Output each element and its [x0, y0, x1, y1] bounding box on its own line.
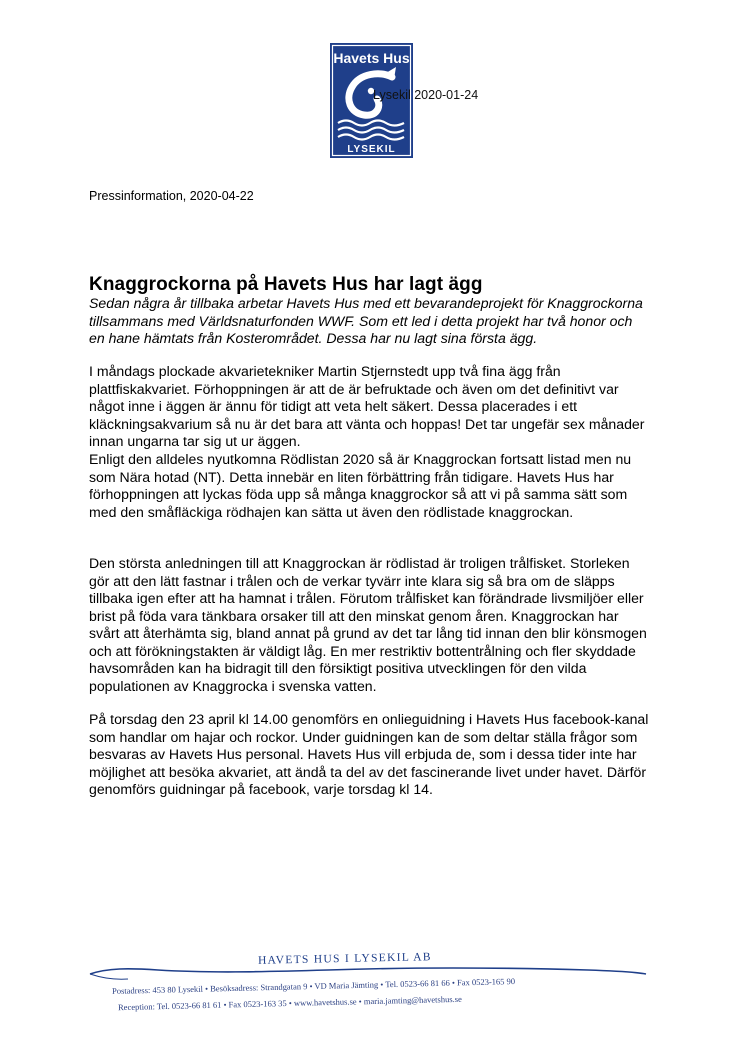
logo-place: LYSEKIL [347, 144, 396, 155]
paragraph-1: I måndags plockade akvarietekniker Martin Stjernstedt upp två fina ägg från plattfiskakvariet. Förhoppningen är att de är befruktade och även om det definitivt var något inne i äggen är ännu för tidigt att veta helt säkert. Dessa placerades i ett kläckningsakvarium så nu är det bara att vänta och hoppas! Det tar ungefär sex månader innan ungarna tar sig ut ur äggen. [89, 363, 645, 449]
logo-date: Lysekil 2020-01-24 [373, 88, 479, 102]
paragraph-3: Den största anledningen till att Knaggrockan är rödlistad är troligen trålfisket. Storleken gör att den lätt fastnar i trålen och de verkar tyvärr inte klara sig så bra om de släpps tillbaka igen efter att ha hamnat i trålen. Förutom trålfisket kan förändrade livsmiljöer eller brist på föda vara tänkbara orsaker till att den minskat genom åren. Knaggrockan har svårt att återhämta sig, bland annat på grund av det tar lång tid innan den blir könsmogen och att förökningstakten är väldigt låg. En mer restriktiv bottentrålning och fler skyddade havsområden kan ha bidragit till den försiktigt positiva utvecklingen för den vilda populationen av Knaggrocka i svenska vatten. [89, 555, 647, 694]
paragraph-4: På torsdag den 23 april kl 14.00 genomförs en onlieguidning i Havets Hus facebook-kanal som handlar om hajar och rockor. Under guidningen kan de som deltar ställa frågor som besvaras av Havets Hus personal. Havets Hus vill erbjuda de, som i dessa tider inte har möjlighet att besöka akvariet, att ändå ta del av det fascinerande livet under havet. Därför genomförs guidningar på facebook, varje torsdag kl 14. [89, 711, 649, 797]
paragraph-2: Enligt den alldeles nyutkomna Rödlistan 2020 så är Knaggrockan fortsatt listad men nu som Nära hotad (NT). Detta innebär en liten förbättring från tidigare. Havets Hus har förhoppningen att lyckas föda upp så många knaggrockor så att vi på samma sätt som med den småfläckiga rödhajen kan sätta ut även den rödlistade knaggrockan. [89, 451, 632, 520]
footer-contact-line: Reception: Tel. 0523-66 81 61 • Fax 0523-163 35 • www.havetshus.se • maria.jamting@havetshus.se [117, 993, 462, 1013]
footer-company: HAVETS HUS I LYSEKIL AB [257, 951, 432, 967]
press-info: Pressinformation, 2020-04-22 [89, 189, 254, 203]
footer-address-line: Postadress: 453 80 Lysekil • Besöksadress: Strandgatan 9 • VD Maria Jämting • Tel. 0523-66 81 66 • Fax 0523-165 90 [111, 976, 516, 996]
page-title: Knaggrockorna på Havets Hus har lagt ägg [89, 274, 483, 295]
letterhead-footer [88, 948, 648, 1018]
lead-paragraph: Sedan några år tillbaka arbetar Havets Hus med ett bevarandeprojekt för Knaggrockorna tillsammans med Världsnaturfonden WWF. Som ett led i detta projekt har två honor och en hane hämtats från Kosterområdet. Dessa har nu lagt sina första ägg. [89, 295, 643, 346]
logo-name: Havets Hus [333, 50, 410, 66]
